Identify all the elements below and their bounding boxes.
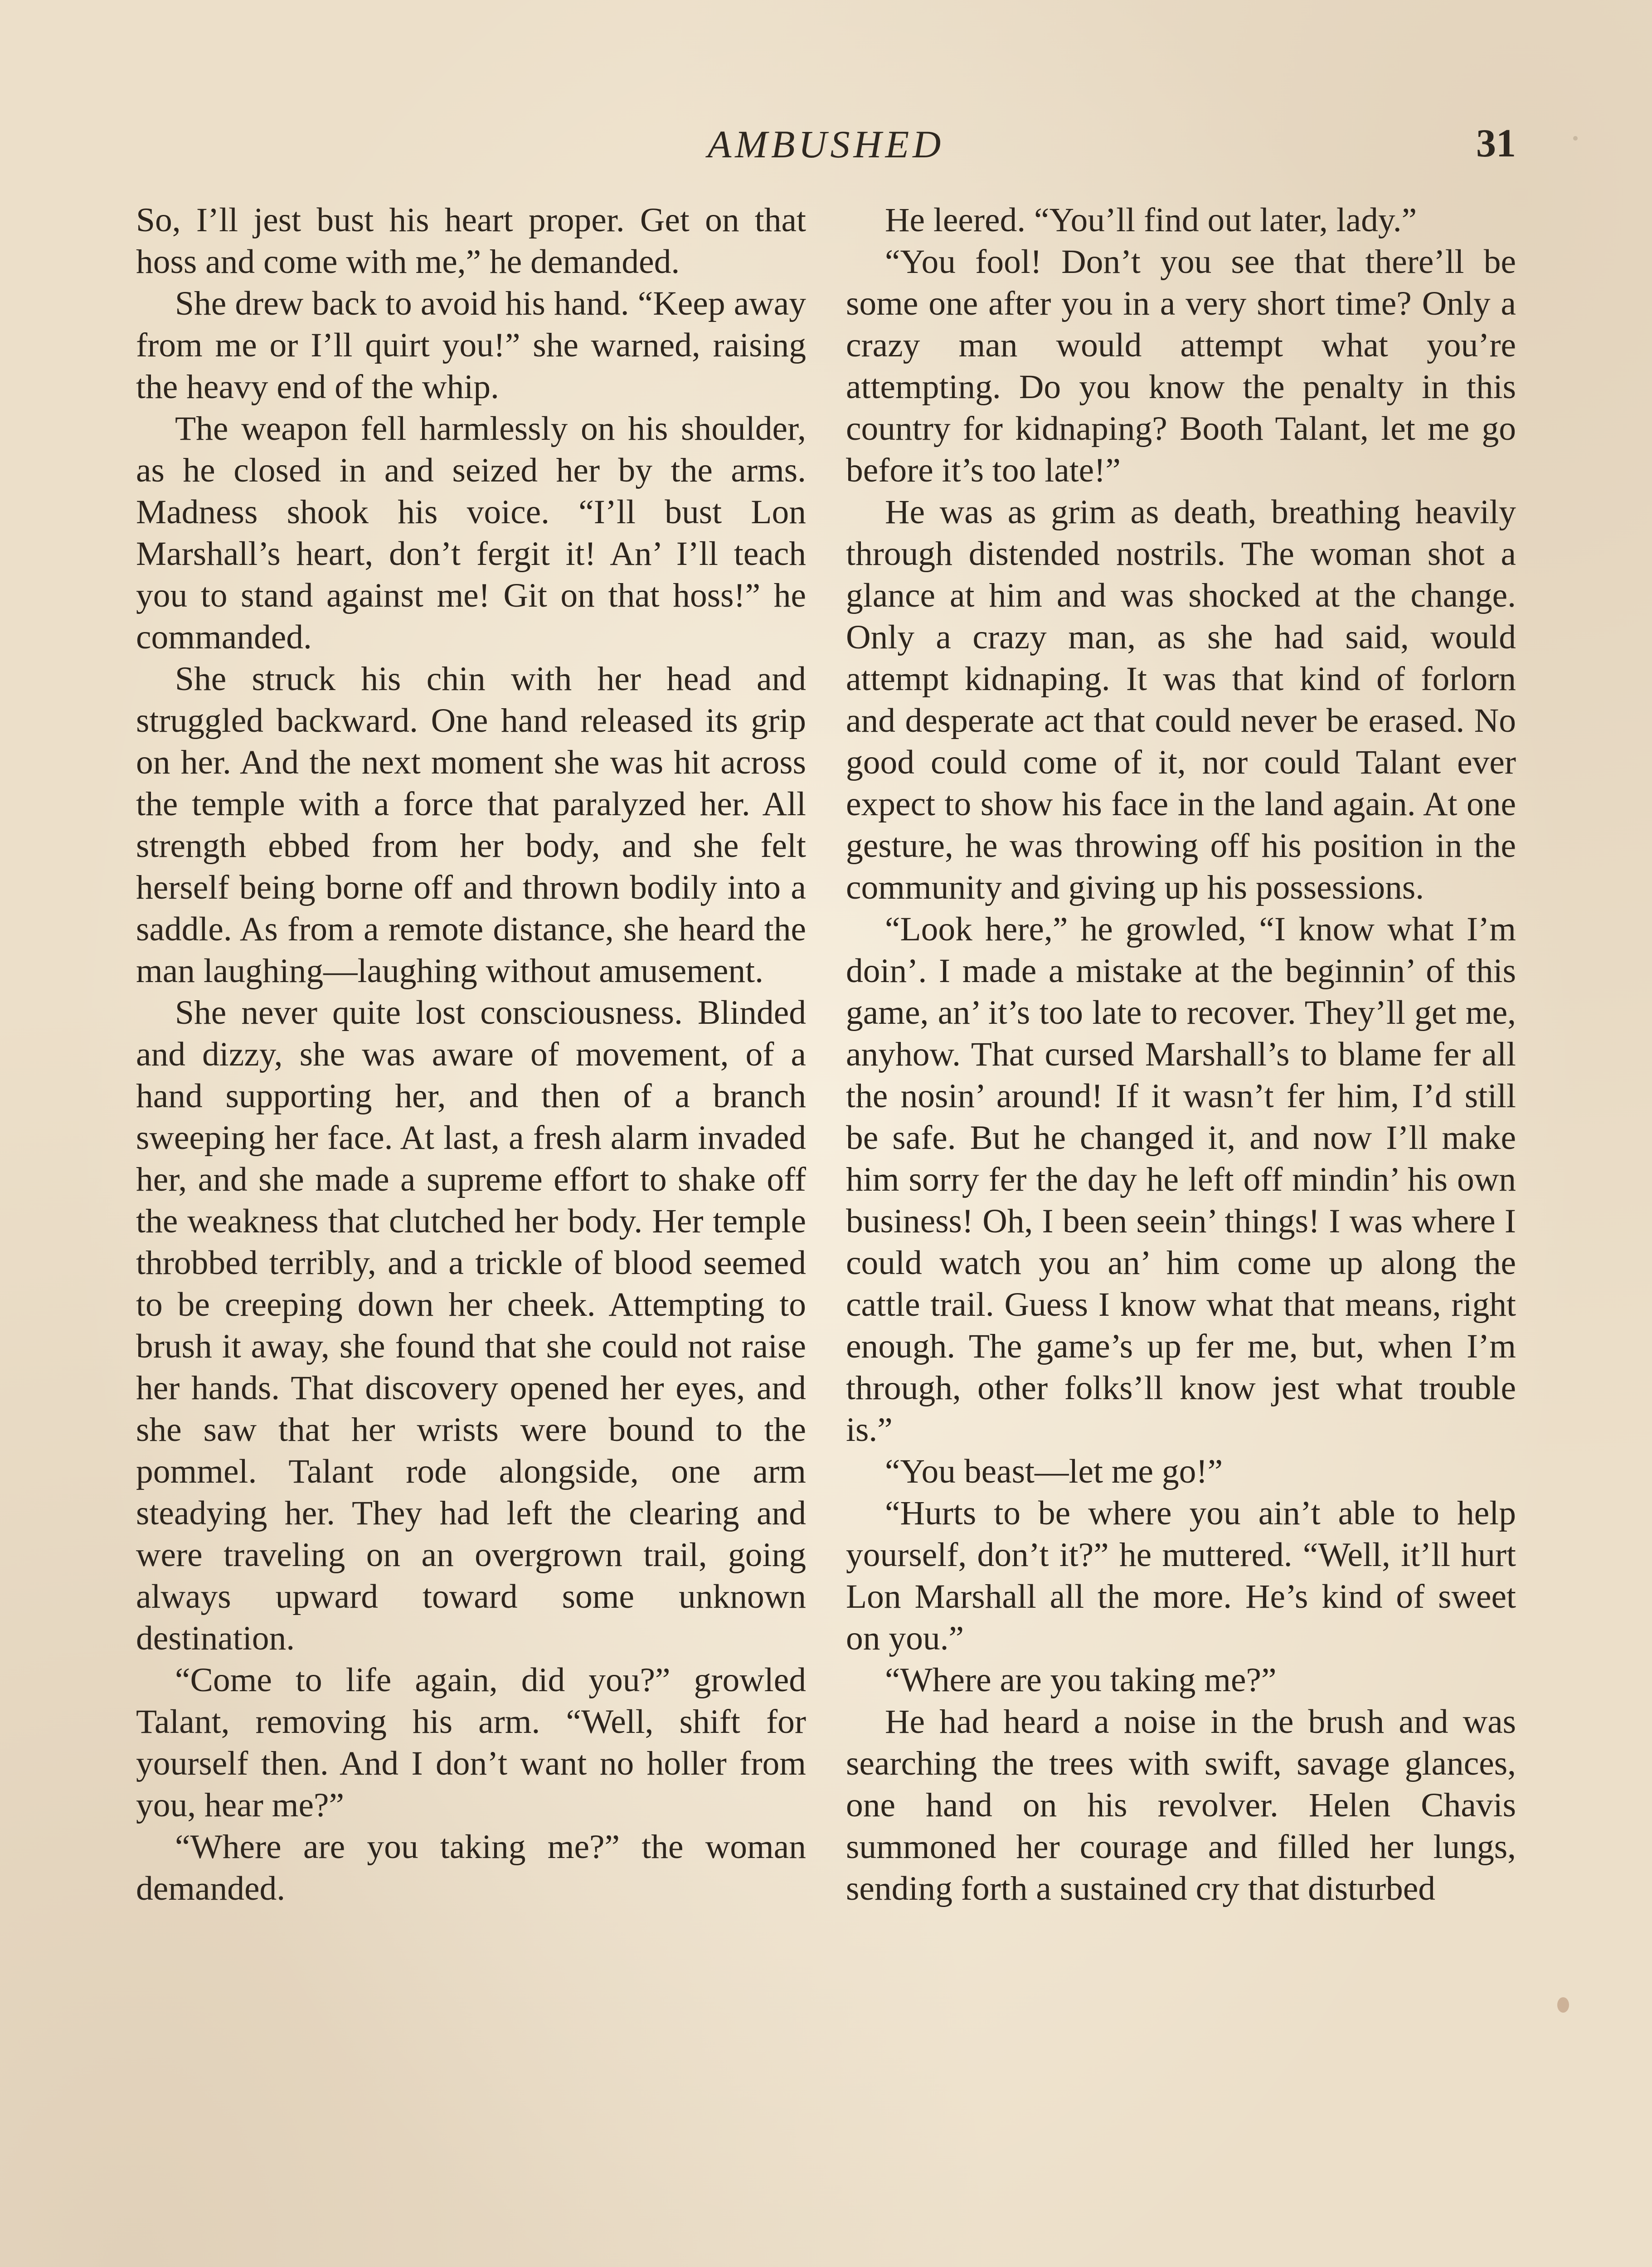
paragraph: “You fool! Don’t you see that there’ll be some one after you in a very short time? Only a crazy man would attempt what you’re attempting. Do you know the penalty in this country for kidnaping? Booth Talant, let me go before it’s too late!” xyxy=(846,243,1516,489)
paragraph: “Hurts to be where you ain’t able to help yourself, don’t it?” he muttered. “Well, it’ll hurt Lon Marshall all the more. He’s kind of sweet on you.” xyxy=(846,1494,1516,1657)
paragraph: He had heard a noise in the brush and was searching the trees with swift, savage glances, one hand on his revolver. Helen Chavis summoned her courage and filled her lungs, sending forth a sustained cry that disturbed xyxy=(846,1703,1516,1907)
paragraph: “Come to life again, did you?” growled Talant, removing his arm. “Well, shift for yourself then. And I don’t want no holler from you, hear me?” xyxy=(136,1661,806,1824)
paragraph: So, I’ll jest bust his heart proper. Get on that hoss and come with me,” he demanded. xyxy=(136,201,806,281)
running-head: AMBUSHED xyxy=(707,122,945,166)
paragraph: “Where are you taking me?” the woman demanded. xyxy=(136,1828,806,1907)
right-column xyxy=(846,199,1516,2267)
page-header xyxy=(136,117,1516,176)
paragraph: She drew back to avoid his hand. “Keep away from me or I’ll quirt you!” she warned, raising the heavy end of the whip. xyxy=(136,285,806,406)
paragraph: He was as grim as death, breathing heavily through distended nostrils. The woman shot a glance at him and was shocked at the change. Only a crazy man, as she had said, would attempt kidnaping. It was that kind of forlorn and desperate act that could never be erased. No good could come of it, nor could Talant ever expect to show his face in the land again. At one gesture, he was throwing off his position in the community and giving up his possessions. xyxy=(846,493,1516,906)
paragraph: “You beast—let me go!” xyxy=(885,1453,1223,1490)
paragraph: She never quite lost consciousness. Blinded and dizzy, she was aware of movement, of a hand supporting her, and then of a branch sweeping her face. At last, a fresh alarm invaded her, and she made a supreme effort to shake off the weakness that clutched her body. Her temple throbbed terribly, and a trickle of blood seemed to be creeping down her cheek. Attempting to brush it away, she found that she could not raise her hands. That discovery opened her eyes, and she saw that her wrists were bound to the pommel. Talant rode alongside, one arm steadying her. They had left the clearing and were traveling on an overgrown trail, going always upward toward some unknown destination. xyxy=(136,994,806,1657)
page-number: 31 xyxy=(1476,122,1516,165)
paragraph: He leered. “You’ll find out later, lady.” xyxy=(885,201,1417,239)
paper-stain xyxy=(1573,136,1578,141)
left-column xyxy=(136,199,806,2267)
paragraph: The weapon fell harmlessly on his shoulder, as he closed in and seized her by the arms. Madness shook his voice. “I’ll bust Lon Marshall’s heart, don’t fergit it! An’ I’ll teach you to stand against me! Git on that hoss!” he commanded. xyxy=(136,410,806,656)
paragraph: “Look here,” he growled, “I know what I’m doin’. I made a mistake at the beginnin’ of this game, an’ it’s too late to recover. They’ll get me, anyhow. That cursed Marshall’s to blame fer all the nosin’ around! If it wasn’t fer him, I’d still be safe. But he changed it, and now I’ll make him sorry fer the day he left off mindin’ his own business! Oh, I been seein’ things! I was where I could watch you an’ him come up along the cattle trail. Guess I know what that means, right enough. The game’s up fer me, but, when I’m through, other folks’ll know jest what trouble is.” xyxy=(846,910,1516,1449)
paragraph: “Where are you taking me?” xyxy=(885,1661,1277,1699)
text-columns xyxy=(136,199,1516,2267)
paragraph: She struck his chin with her head and struggled backward. One hand released its grip on her. And the next moment she was hit across the temple with a force that paralyzed her. All strength ebbed from her body, and she felt herself being borne off and thrown bodily into a saddle. As from a remote distance, she heard the man laughing—laughing without amusement. xyxy=(136,660,806,990)
paper-stain xyxy=(1557,1997,1569,2013)
